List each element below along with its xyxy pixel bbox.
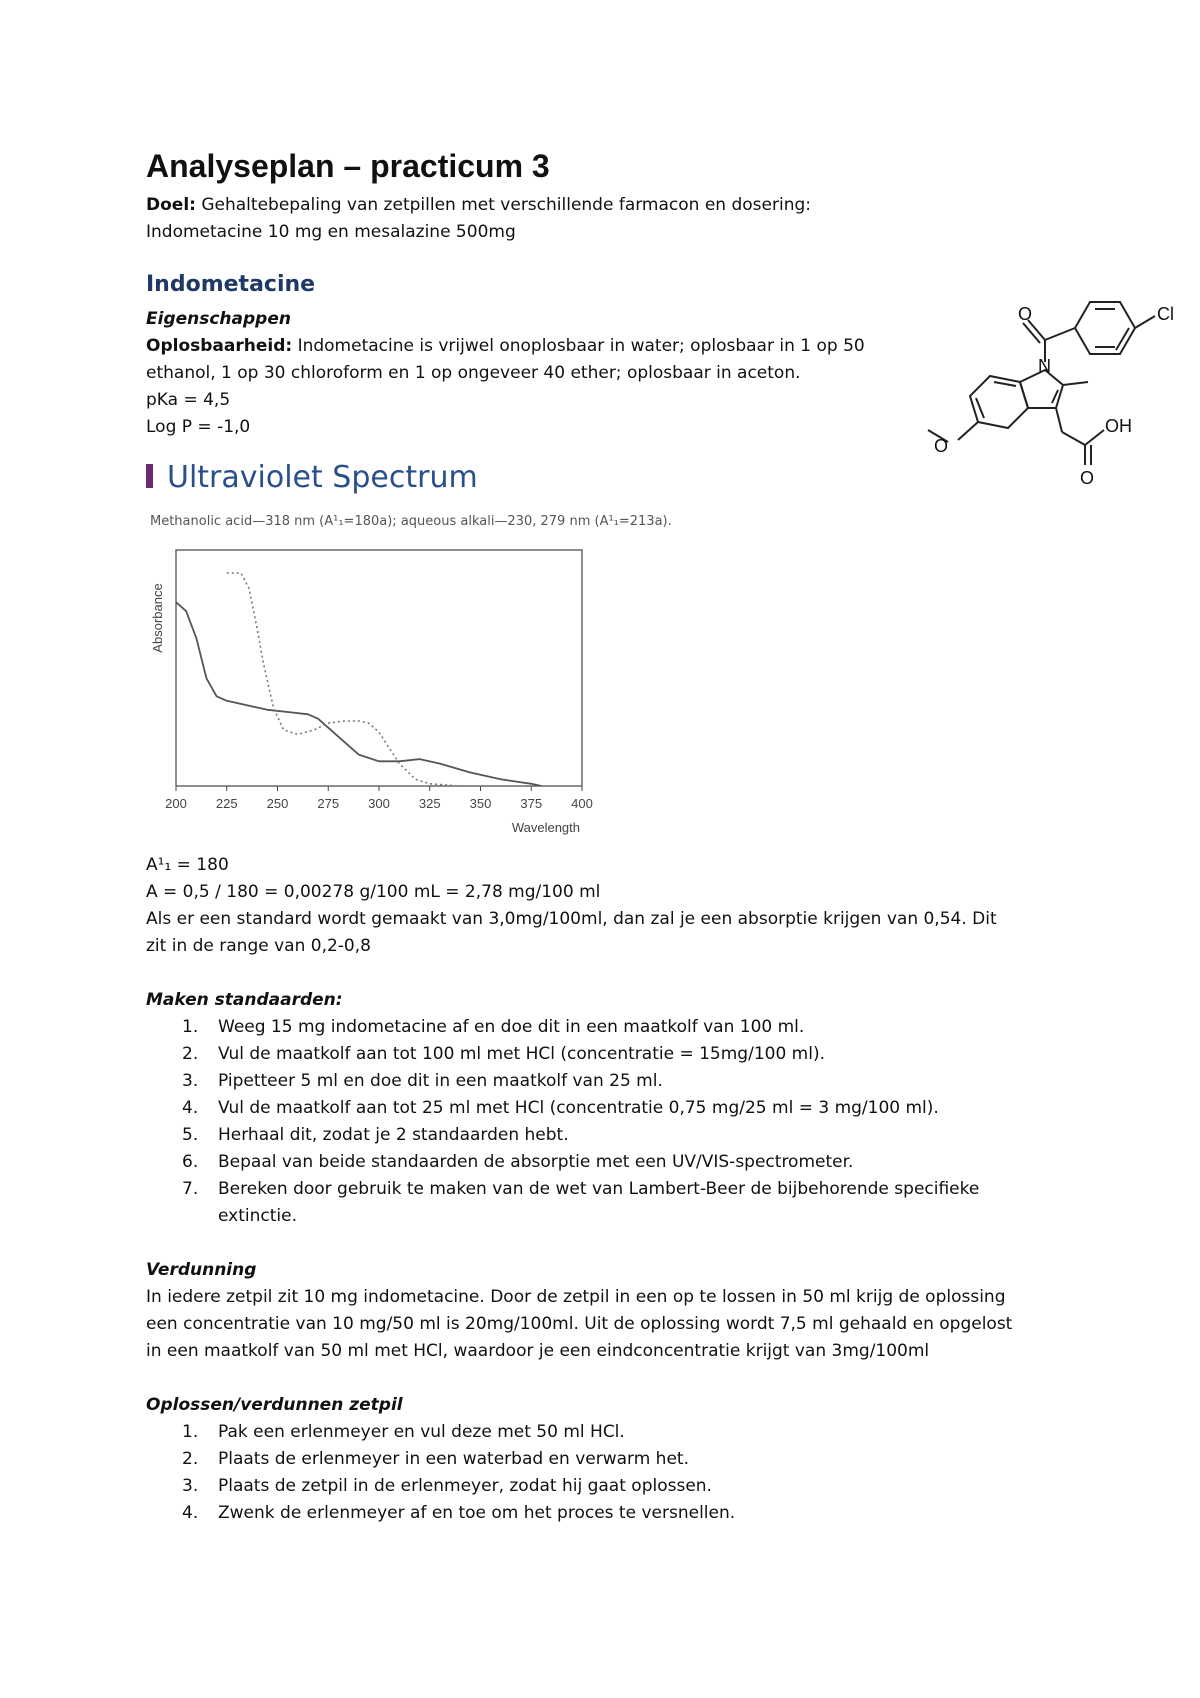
verdunning-line-2: een concentratie van 10 mg/50 ml is 20mg/100ml. Uit de oplossing wordt 7,5 ml gehaald en opgelost	[146, 1314, 1013, 1334]
oplossen-list	[146, 1419, 1046, 1527]
atom-label: O	[1018, 304, 1033, 324]
oplosbaarheid-text: Indometacine is vrijwel onoplosbaar in water; oplosbaar in 1 op 50	[292, 336, 865, 356]
atom-label: OH	[1105, 416, 1132, 436]
list-item	[146, 1068, 1046, 1095]
list-number: 2.	[182, 1449, 199, 1469]
oplosbaarheid-line-1	[146, 333, 865, 360]
list-number: 4.	[182, 1503, 199, 1523]
standaarden-list	[146, 1014, 1046, 1230]
list-number: 7.	[182, 1179, 199, 1199]
plot-frame	[176, 550, 582, 786]
x-tick-label: 300	[368, 796, 390, 811]
list-number: 3.	[182, 1476, 199, 1496]
subheading-eigenschappen: Eigenschappen	[146, 309, 291, 329]
x-tick-label: 375	[520, 796, 543, 811]
x-tick-label: 400	[571, 796, 593, 811]
list-item-text: Zwenk de erlenmeyer af en toe om het proces te versnellen.	[218, 1503, 736, 1523]
doel-text: Gehaltebepaling van zetpillen met verschillende farmacon en dosering:	[195, 195, 811, 215]
list-number: 6.	[182, 1152, 199, 1172]
x-tick-label: 250	[266, 796, 289, 811]
x-tick-label: 275	[317, 796, 340, 811]
list-item-text: Plaats de erlenmeyer in een waterbad en verwarm het.	[218, 1449, 689, 1469]
list-number: 5.	[182, 1125, 199, 1145]
doel-label: Doel:	[146, 195, 196, 215]
page-title: Analyseplan – practicum 3	[146, 148, 550, 184]
doel-line-2: Indometacine 10 mg en mesalazine 500mg	[146, 222, 516, 242]
verdunning-line-1: In iedere zetpil zit 10 mg indometacine. Door de zetpil in een op te lossen in 50 ml krijg de oplossing	[146, 1287, 1006, 1307]
list-item	[146, 1014, 1046, 1041]
list-item	[146, 1176, 1046, 1230]
list-item-text: Weeg 15 mg indometacine af en doe dit in een maatkolf van 100 ml.	[218, 1017, 805, 1037]
list-item-text: Herhaal dit, zodat je 2 standaarden hebt.	[218, 1125, 569, 1145]
series-line-solid	[176, 602, 541, 786]
uv-spectrum-heading	[146, 460, 478, 495]
calc-line-2: A = 0,5 / 180 = 0,00278 g/100 mL = 2,78 mg/100 ml	[146, 882, 601, 902]
atom-label: O	[1080, 468, 1095, 488]
list-item-text-continued: extinctie.	[218, 1206, 297, 1226]
list-item-text: Plaats de zetpil in de erlenmeyer, zodat hij gaat oplossen.	[218, 1476, 712, 1496]
list-item	[146, 1122, 1046, 1149]
oplosbaarheid-label: Oplosbaarheid:	[146, 336, 293, 356]
indometacine-structure-diagram	[880, 290, 1180, 510]
atom-label: Cl	[1157, 304, 1174, 324]
series-line-dotted	[227, 573, 481, 786]
x-tick-label: 325	[418, 796, 441, 811]
list-number: 1.	[182, 1017, 199, 1037]
calc-line-3: Als er een standard wordt gemaakt van 3,0mg/100ml, dan zal je een absorptie krijgen van 0,54. Dit	[146, 909, 997, 929]
subheading-maken-standaarden: Maken standaarden:	[146, 990, 343, 1010]
x-tick-label: 200	[165, 796, 187, 811]
list-number: 3.	[182, 1071, 199, 1091]
list-item	[146, 1419, 1046, 1446]
section-heading-indometacine: Indometacine	[146, 272, 316, 297]
doel-line	[146, 192, 811, 219]
list-item	[146, 1500, 1046, 1527]
list-number: 1.	[182, 1422, 199, 1442]
verdunning-line-3: in een maatkolf van 50 ml met HCl, waardoor je een eindconcentratie krijgt van 3mg/100ml	[146, 1341, 930, 1361]
x-tick-label: 350	[469, 796, 492, 811]
list-item	[146, 1095, 1046, 1122]
subheading-oplossen: Oplossen/verdunnen zetpil	[146, 1395, 403, 1415]
pka-line: pKa = 4,5	[146, 390, 231, 410]
list-item-text: Pak een erlenmeyer en vul deze met 50 ml HCl.	[218, 1422, 625, 1442]
uv-heading-text: Ultraviolet Spectrum	[167, 460, 478, 495]
x-axis-label: Wavelength	[511, 820, 580, 835]
list-item-text: Bereken door gebruik te maken van de wet van Lambert-Beer de bijbehorende specifieke	[218, 1179, 980, 1199]
list-number: 2.	[182, 1044, 199, 1064]
list-item-text: Bepaal van beide standaarden de absorptie met een UV/VIS-spectrometer.	[218, 1152, 854, 1172]
subheading-verdunning: Verdunning	[146, 1260, 257, 1280]
x-tick-label: 225	[215, 796, 238, 811]
atom-label: N	[1038, 356, 1051, 376]
logp-line: Log P = -1,0	[146, 417, 251, 437]
list-number: 4.	[182, 1098, 199, 1118]
uv-note: Methanolic acid—318 nm (A¹₁=180a); aqueous alkali—230, 279 nm (A¹₁=213a).	[150, 514, 672, 529]
oplosbaarheid-line-2: ethanol, 1 op 30 chloroform en 1 op ongeveer 40 ether; oplosbaar in aceton.	[146, 363, 801, 383]
calc-line-4: zit in de range van 0,2-0,8	[146, 936, 371, 956]
calc-line-1: A¹₁ = 180	[146, 855, 229, 875]
list-item	[146, 1446, 1046, 1473]
list-item-text: Pipetteer 5 ml en doe dit in een maatkolf van 25 ml.	[218, 1071, 663, 1091]
list-item	[146, 1149, 1046, 1176]
uv-spectrum-chart	[140, 538, 610, 838]
heading-bar-accent	[146, 464, 153, 488]
y-axis-label: Absorbance	[150, 583, 165, 653]
list-item	[146, 1041, 1046, 1068]
list-item	[146, 1473, 1046, 1500]
list-item-text: Vul de maatkolf aan tot 25 ml met HCl (concentratie 0,75 mg/25 ml = 3 mg/100 ml).	[218, 1098, 939, 1118]
atom-label: O	[934, 436, 949, 456]
list-item-text: Vul de maatkolf aan tot 100 ml met HCl (concentratie = 15mg/100 ml).	[218, 1044, 825, 1064]
